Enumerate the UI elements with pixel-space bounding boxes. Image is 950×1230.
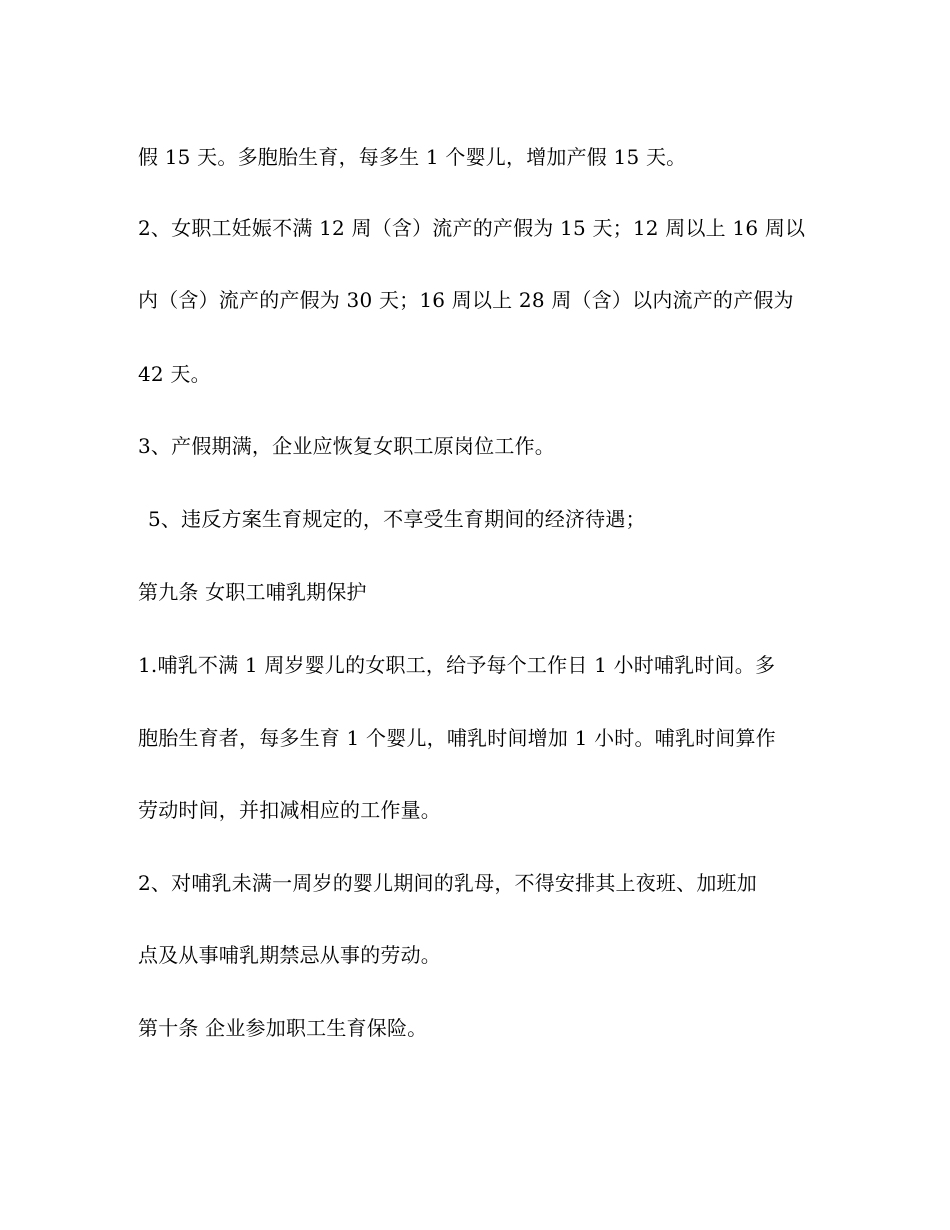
paragraph-line: 点及从事哺乳期禁忌从事的劳动。: [138, 943, 441, 967]
paragraph-line: 42 天。: [138, 362, 211, 386]
paragraph-line: 胞胎生育者，每多生育 1 个婴儿，哺乳时间增加 1 小时。哺乳时间算作: [138, 726, 776, 750]
paragraph-line: 假 15 天。多胞胎生育，每多生 1 个婴儿，增加产假 15 天。: [138, 145, 687, 169]
paragraph-line: 2、女职工妊娠不满 12 周（含）流产的产假为 15 天；12 周以上 16 周以: [138, 216, 806, 240]
paragraph-line: 5、违反方案生育规定的，不享受生育期间的经济待遇；: [148, 507, 646, 531]
paragraph-line: 2、对哺乳未满一周岁的婴儿期间的乳母，不得安排其上夜班、加班加: [138, 871, 757, 895]
section-heading: 第十条 企业参加职工生育保险。: [138, 1016, 428, 1040]
paragraph-line: 内（含）流产的产假为 30 天；16 周以上 28 周（含）以内流产的产假为: [138, 288, 794, 312]
paragraph-line: 劳动时间，并扣减相应的工作量。: [138, 798, 441, 822]
section-heading: 第九条 女职工哺乳期保护: [138, 580, 367, 604]
paragraph-line: 1.哺乳不满 1 周岁婴儿的女职工，给予每个工作日 1 小时哺乳时间。多: [138, 653, 776, 677]
paragraph-line: 3、产假期满，企业应恢复女职工原岗位工作。: [138, 434, 555, 458]
